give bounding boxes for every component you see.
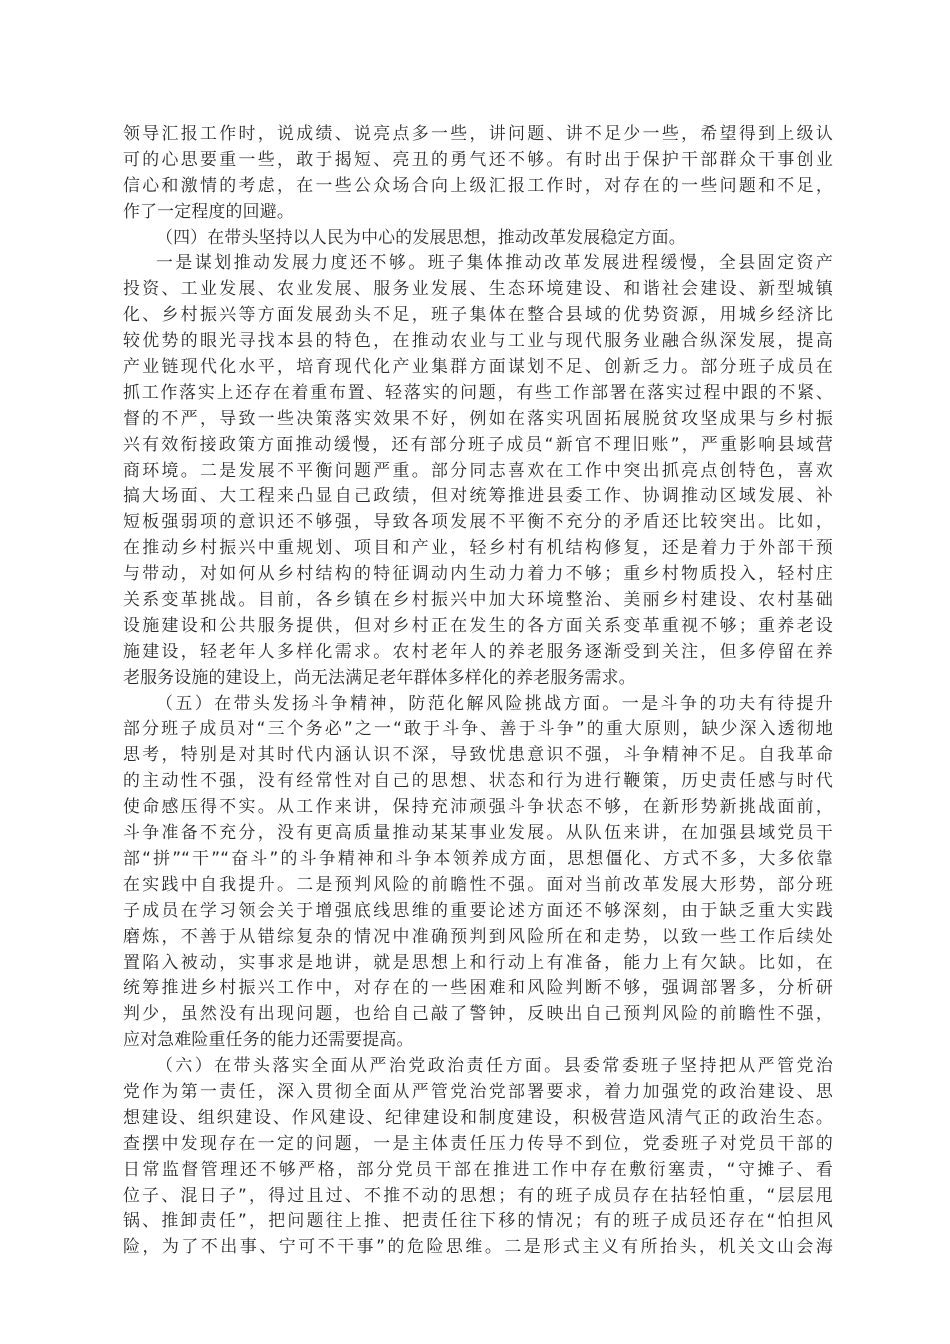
text-line: 可的心思要重一些，敢于揭短、亮丑的勇气还不够。有时出于保护干部群众干事创业 [123, 148, 833, 169]
text-line: 部分班子成员对“三个务必”之一“敢于斗争、善于斗争”的重大原则，缺少深入透彻地 [123, 718, 833, 739]
text-line: 化、乡村振兴等方面发展劲头不足，班子集体在整合县域的优势资源，用城乡经济比 [123, 304, 833, 325]
document-body [123, 121, 833, 1260]
text-line: 险，为了不出事、宁可不干事”的危险思维。二是形式主义有所抬头，机关文山会海 [123, 1236, 833, 1257]
text-line: 置陷入被动，实事求是地讲，就是思想上和行动上有准备，能力上有欠缺。比如，在 [123, 951, 833, 972]
text-line: 的主动性不强，没有经常性对自己的思想、状态和行为进行鞭策，历史责任感与时代 [123, 770, 833, 791]
text-line: 信心和激情的考虑，在一些公众场合向上级汇报工作时，对存在的一些问题和不足， [123, 174, 833, 195]
text-line: 短板强弱项的意识还不够强，导致各项发展不平衡不充分的矛盾还比较突出。比如， [123, 511, 833, 532]
text-line: 投资、工业发展、农业发展、服务业发展、生态环境建设、和谐社会建设、新型城镇 [123, 278, 833, 299]
text-line: 产业链现代化水平，培育现代化产业集群方面谋划不足、创新乏力。部分班子成员在 [123, 356, 833, 377]
text-line: 搞大场面、大工程来凸显自己政绩，但对统筹推进县委工作、协调推动区域发展、补 [123, 485, 833, 506]
text-line: 领导汇报工作时，说成绩、说亮点多一些，讲问题、讲不足少一些，希望得到上级认 [123, 123, 833, 143]
text-line: 想建设、组织建设、作风建设、纪律建设和制度建设，积极营造风清气正的政治生态。 [123, 1106, 833, 1127]
text-line: 作了一定程度的回避。 [123, 200, 294, 221]
text-line: 老服务设施的建设上，尚无法满足老年群体多样化的养老服务需求。 [123, 666, 636, 687]
text-line: 斗争准备不充分，没有更高质量推动某某事业发展。从队伍来讲，在加强县域党员干 [123, 822, 833, 843]
text-line: （五）在带头发扬斗争精神，防范化解风险挑战方面。一是斗争的功夫有待提升 [156, 692, 833, 713]
text-line: 判少，虽然没有出现问题，也给自己敲了警钟，反映出自己预判风险的前瞻性不强， [123, 1003, 833, 1024]
text-line: 日常监督管理还不够严格，部分党员干部在推进工作中存在敷衍塞责，“守摊子、看 [123, 1158, 833, 1179]
text-line: （四）在带头坚持以人民为中心的发展思想，推动改革发展稳定方面。 [156, 226, 686, 247]
text-line: 党作为第一责任，深入贯彻全面从严管党治党部署要求，着力加强党的政治建设、思 [123, 1080, 833, 1101]
text-line: 位子、混日子”，得过且过、不推不动的思想；有的班子成员存在拈轻怕重，“层层甩 [123, 1184, 833, 1205]
text-line: 在推动乡村振兴中重规划、项目和产业，轻乡村有机结构修复，还是着力于外部干预 [123, 537, 833, 558]
text-line: 一是谋划推动发展力度还不够。班子集体推动改革发展进程缓慢，全县固定资产 [156, 252, 833, 273]
text-line: 锅、推卸责任”，把问题往上推、把责任往下移的情况；有的班子成员还存在“怕担风 [123, 1210, 833, 1231]
text-line: 统筹推进乡村振兴工作中，对存在的一些困难和风险判断不够，强调部署多，分析研 [123, 977, 833, 998]
text-line: 督的不严，导致一些决策落实效果不好，例如在落实巩固拓展脱贫攻坚成果与乡村振 [123, 407, 833, 428]
text-line: 较优势的眼光寻找本县的特色，在推动农业与工业与现代服务业融合纵深发展，提高 [123, 330, 833, 351]
text-line: 使命感压得不实。从工作来讲，保持充沛顽强斗争状态不够，在新形势新挑战面前， [123, 796, 833, 817]
text-line: 关系变革挑战。目前，各乡镇在乡村振兴中加大环境整治、美丽乡村建设、农村基础 [123, 589, 833, 610]
text-line: 与带动，对如何从乡村结构的特征调动内生动力着力不够；重乡村物质投入，轻村庄 [123, 563, 833, 584]
text-line: 应对急难险重任务的能力还需要提高。 [123, 1029, 414, 1050]
text-line: 抓工作落实上还存在着重布置、轻落实的问题，有些工作部署在落实过程中跟的不紧、 [123, 381, 833, 402]
text-line: 设施建设和公共服务提供，但对乡村正在发生的各方面关系变革重视不够；重养老设 [123, 614, 833, 635]
text-line: （六）在带头落实全面从严治党政治责任方面。县委常委班子坚持把从严管党治 [156, 1055, 833, 1076]
text-line: 子成员在学习领会关于增强底线思维的重要论述方面还不够深刻，由于缺乏重大实践 [123, 899, 833, 920]
text-line: 部“拼”“干”“奋斗”的斗争精神和斗争本领养成方面，思想僵化、方式不多，大多依靠 [123, 847, 833, 868]
text-line: 磨炼，不善于从错综复杂的情况中准确预判到风险所在和走势，以致一些工作后续处 [123, 925, 833, 946]
text-line: 查摆中发现存在一定的问题，一是主体责任压力传导不到位，党委班子对党员干部的 [123, 1132, 833, 1153]
text-line: 在实践中自我提升。二是预判风险的前瞻性不强。面对当前改革发展大形势，部分班 [123, 873, 833, 894]
text-line: 思考，特别是对其时代内涵认识不深，导致忧患意识不强，斗争精神不足。自我革命 [123, 744, 833, 765]
text-line: 施建设，轻老年人多样化需求。农村老年人的养老服务逐渐受到关注，但多停留在养 [123, 640, 833, 661]
text-line: 兴有效衔接政策方面推动缓慢，还有部分班子成员“新官不理旧账”，严重影响县域营 [123, 433, 833, 454]
text-line: 商环境。二是发展不平衡问题严重。部分同志喜欢在工作中突出抓亮点创特色，喜欢 [123, 459, 833, 480]
